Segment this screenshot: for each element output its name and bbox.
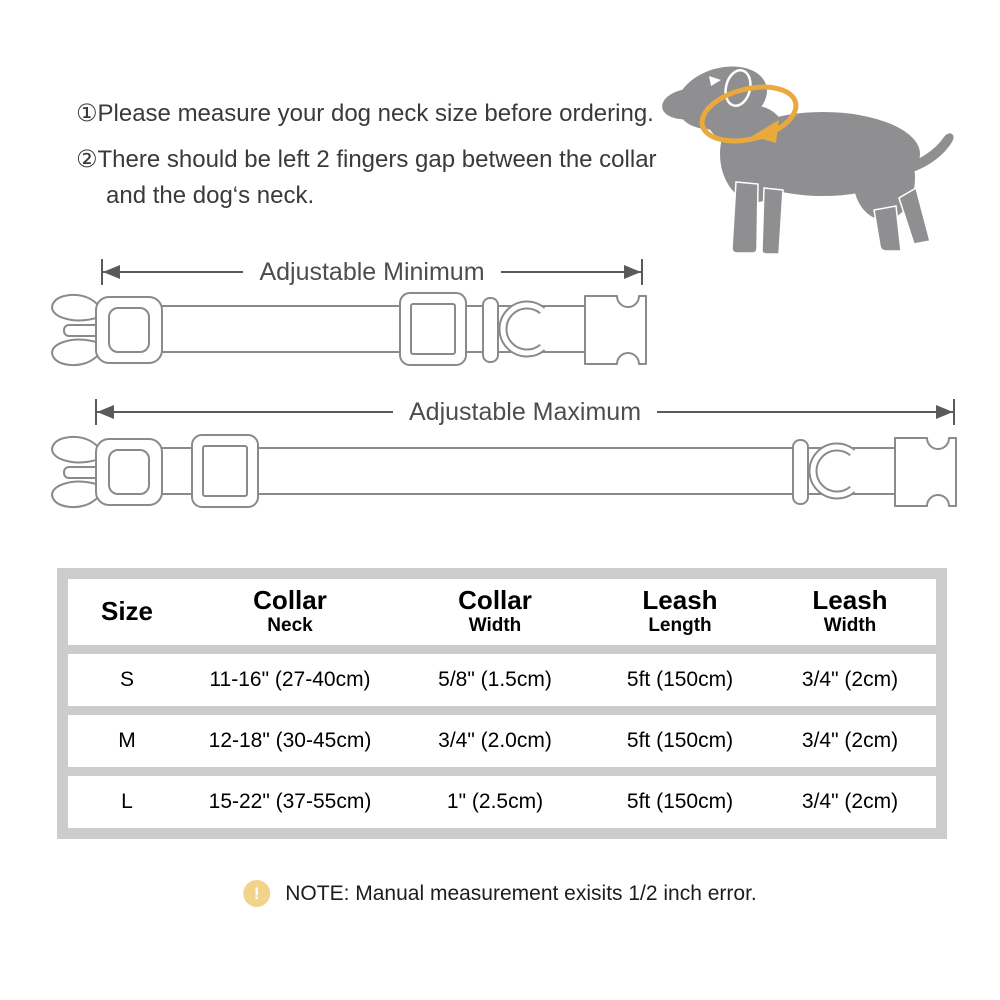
collar-min-diagram [42, 292, 662, 370]
cell-size: S [119, 668, 134, 691]
collar-keeper [483, 298, 498, 362]
table-row-l [68, 776, 936, 828]
collar-keeper [793, 440, 808, 504]
instruction-item [76, 142, 676, 214]
size-table [57, 568, 947, 839]
instruction-item [76, 96, 676, 132]
cell-collar-width: 3/4" (2.0cm) [438, 729, 552, 752]
cell-collar-neck: 11-16" (27-40cm) [209, 668, 371, 691]
adjustable-minimum-label: Adjustable Minimum [259, 257, 485, 286]
cell-leash-width: 3/4" (2cm) [801, 729, 899, 752]
column-header-leash-width: Leash Width [812, 585, 888, 636]
arrow-line-right [501, 271, 641, 273]
cell-leash-length: 5ft (150cm) [626, 668, 734, 691]
cell-collar-neck: 12-18" (30-45cm) [208, 729, 372, 752]
collar-slider [192, 435, 258, 507]
cell-leash-length: 5ft (150cm) [626, 729, 734, 752]
cell-collar-neck: 15-22" (37-55cm) [208, 790, 372, 813]
cell-size: L [121, 790, 133, 813]
note-text: NOTE: Manual measurement exisits 1/2 inch error. [285, 881, 757, 905]
cell-leash-width: 3/4" (2cm) [801, 668, 899, 691]
column-header-collar-neck: Collar Neck [253, 585, 327, 636]
dog-illustration [652, 42, 967, 270]
arrow-line-right [657, 411, 953, 413]
adjustable-maximum-arrow [95, 394, 955, 430]
cell-size: M [118, 729, 136, 752]
cell-collar-width: 1" (2.5cm) [446, 790, 544, 813]
collar-buckle-male [52, 437, 162, 507]
table-row-s [68, 654, 936, 706]
cell-leash-width: 3/4" (2cm) [801, 790, 899, 813]
column-header-size: Size [100, 596, 154, 627]
measurement-note [243, 880, 757, 907]
collar-buckle-female [895, 438, 956, 506]
arrow-end-tick [953, 399, 955, 425]
instruction-number: ① [76, 100, 98, 127]
instruction-text: Please measure your dog neck size before ordering. [97, 100, 654, 127]
column-header-collar-width: Collar Width [458, 585, 532, 636]
collar-max-diagram [42, 434, 962, 512]
collar-strap [154, 306, 602, 352]
column-header-leash-length: Leash Length [642, 585, 718, 636]
collar-strap [154, 448, 902, 494]
arrow-line-left [97, 411, 393, 413]
arrow-line-left [103, 271, 243, 273]
table-header-row [68, 579, 936, 645]
instruction-number: ② [76, 146, 98, 173]
dog-silhouette [660, 56, 953, 254]
collar-buckle-male [52, 295, 162, 365]
instructions [76, 96, 676, 224]
instruction-text: There should be left 2 fingers gap between the collar and the dog‘s neck. [97, 146, 657, 209]
cell-leash-length: 5ft (150cm) [626, 790, 734, 813]
arrow-end-tick [641, 259, 643, 285]
collar-slider [400, 293, 466, 365]
exclamation-icon: ! [243, 880, 270, 907]
adjustable-maximum-label: Adjustable Maximum [408, 397, 642, 426]
collar-buckle-female [585, 296, 646, 364]
table-row-m [68, 715, 936, 767]
adjustable-minimum-arrow [101, 254, 643, 290]
cell-collar-width: 5/8" (1.5cm) [438, 668, 552, 691]
